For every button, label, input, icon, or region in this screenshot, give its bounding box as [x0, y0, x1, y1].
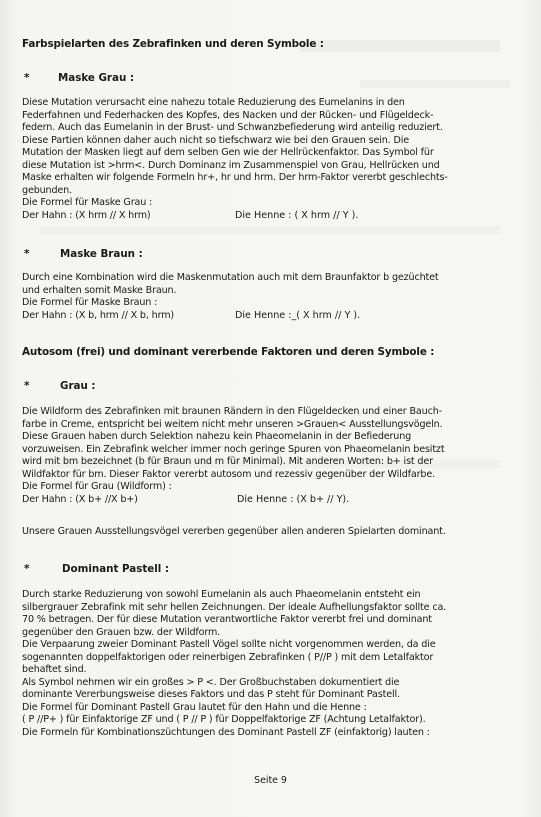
- formula-henne: Die Henne : (X b+ // Y).: [237, 494, 350, 505]
- paragraph-line: Durch starke Reduzierung von sowohl Eumelanin als auch Phaeomelanin entsteht ein: [22, 589, 421, 600]
- section-heading-autosom: Autosom (frei) und dominant vererbende Faktoren und deren Symbole :: [22, 346, 435, 358]
- paragraph-line: gebunden.: [22, 184, 73, 196]
- paragraph-line: Die Formeln für Kombinationszüchtungen des Dominant Pastell ZF (einfaktorig) lauten :: [22, 726, 430, 738]
- section-heading-maske-braun: Maske Braun :: [60, 248, 143, 260]
- paragraph-line: Die Wildform des Zebrafinken mit braunen Rändern in den Flügeldecken und einer Bauch-: [22, 406, 442, 417]
- paragraph-line: sogenannten doppelfaktorigen oder reinerbigen Zebrafinken ( P//P ) mit dem Letalfaktor: [22, 651, 434, 663]
- bleed-through-texture: [40, 226, 500, 234]
- paragraph-line: Die Formel für Maske Braun :: [22, 297, 158, 308]
- paragraph-line: ( P //P+ ) für Einfaktorige ZF und ( P // P ) für Doppelfaktorige ZF (Achtung Letalfaktor).: [22, 714, 426, 725]
- page-number: Seite 9: [254, 775, 287, 786]
- paragraph-line: Diese Mutation verursacht eine nahezu totale Reduzierung des Eumelanins in den: [22, 97, 405, 108]
- formula-hahn: Der Hahn : (X b, hrm // X b, hrm): [22, 309, 174, 321]
- paragraph-line: Federfahnen und Federhacken des Kopfes, des Nacken und der Rücken- und Flügeldeck-: [22, 109, 434, 121]
- paragraph-line: Unsere Grauen Ausstellungsvögel vererben gegenüber allen anderen Spielarten dominant.: [22, 526, 446, 537]
- paragraph-line: Die Formel für Dominant Pastell Grau lautet für den Hahn und die Henne :: [22, 701, 367, 713]
- paragraph-line: Diese Partien können daher auch nicht so tiefschwarz wie bei den Grauen sein. Die: [22, 134, 409, 146]
- paragraph-line: silbergrauer Zebrafink mit sehr hellen Zeichnungen. Der ideale Aufhellungsfaktor sollte ca.: [22, 601, 447, 613]
- bullet-star: *: [24, 248, 30, 260]
- page-title: Farbspielarten des Zebrafinken und deren Symbole :: [22, 38, 324, 50]
- section-heading-maske-grau: Maske Grau :: [58, 72, 134, 84]
- bullet-star: *: [24, 72, 30, 84]
- paragraph-line: Diese Grauen haben durch Selektion nahezu kein Phaeomelanin in der Befiederung: [22, 431, 412, 442]
- paragraph-line: 70 % betragen. Der für diese Mutation verantwortliche Faktor vererbt frei und dominant: [22, 614, 432, 625]
- formula-hahn: Der Hahn : (X hrm // X hrm): [22, 210, 151, 221]
- paragraph-line: Durch eine Kombination wird die Maskenmutation auch mit dem Braunfaktor b gezüchtet: [22, 272, 439, 283]
- paragraph-line: Die Verpaarung zweier Dominant Pastell Vögel sollte nicht vorgenommen werden, da die: [22, 639, 436, 650]
- paragraph-line: wird mit bm bezeichnet (b für Braun und m für Minimal). Mit anderen Worten: b+ ist der: [22, 456, 433, 467]
- section-heading-dominant-pastell: Dominant Pastell :: [62, 563, 170, 575]
- paragraph-line: Die Formel für Grau (Wildform) :: [22, 481, 172, 492]
- bleed-through-texture: [300, 40, 500, 52]
- paragraph-line: Als Symbol nehmen wir ein großes > P <. Der Großbuchstaben dokumentiert die: [22, 676, 400, 688]
- paragraph-line: federn. Auch das Eumelanin in der Brust- und Schwanzbefiederung wird anteilig reduziert.: [22, 122, 443, 133]
- bleed-through-texture: [360, 80, 510, 88]
- paragraph-line: behaftet sind.: [22, 664, 87, 675]
- paragraph-line: farbe in Creme, entspricht bei weitem nicht mehr unseren >Grauen< Ausstellungsvögeln.: [22, 418, 443, 430]
- formula-hahn: Der Hahn : (X b+ //X b+): [22, 494, 138, 505]
- paragraph-line: und erhalten somit Maske Braun.: [22, 284, 177, 296]
- paragraph-line: diese Mutation ist >hrm<. Durch Dominanz im Zusammenspiel von Grau, Hellrücken und: [22, 159, 440, 171]
- paragraph-line: dominante Vererbungsweise dieses Faktors und das P steht für Dominant Pastell.: [22, 689, 400, 700]
- section-heading-grau: Grau :: [60, 380, 96, 392]
- formula-henne: Die Henne : ( X hrm // Y ).: [235, 210, 359, 221]
- bullet-star: *: [24, 380, 30, 392]
- paragraph-line: gegenüber den Grauen bzw. der Wildform.: [22, 626, 221, 638]
- paragraph-line: Mutation der Masken liegt auf dem selben Gen wie der Hellrückenfaktor. Das Symbol für: [22, 147, 434, 158]
- paragraph-line: Maske erhalten wir folgende Formeln hr+, hr und hrm. Der hrm-Faktor vererbt geschlechts-: [22, 172, 448, 183]
- formula-henne: Die Henne :_( X hrm // Y ).: [235, 309, 361, 321]
- paragraph-line: Die Formel für Maske Grau :: [22, 197, 153, 208]
- paragraph-line: Wildfaktor für bm. Dieser Faktor vererbt autosom und rezessiv gegenüber der Wildfarbe.: [22, 468, 436, 480]
- paragraph-line: vorzuweisen. Ein Zebrafink welcher immer noch geringe Spuren von Phaeomelanin besitzt: [22, 443, 445, 455]
- bullet-star: *: [24, 563, 30, 575]
